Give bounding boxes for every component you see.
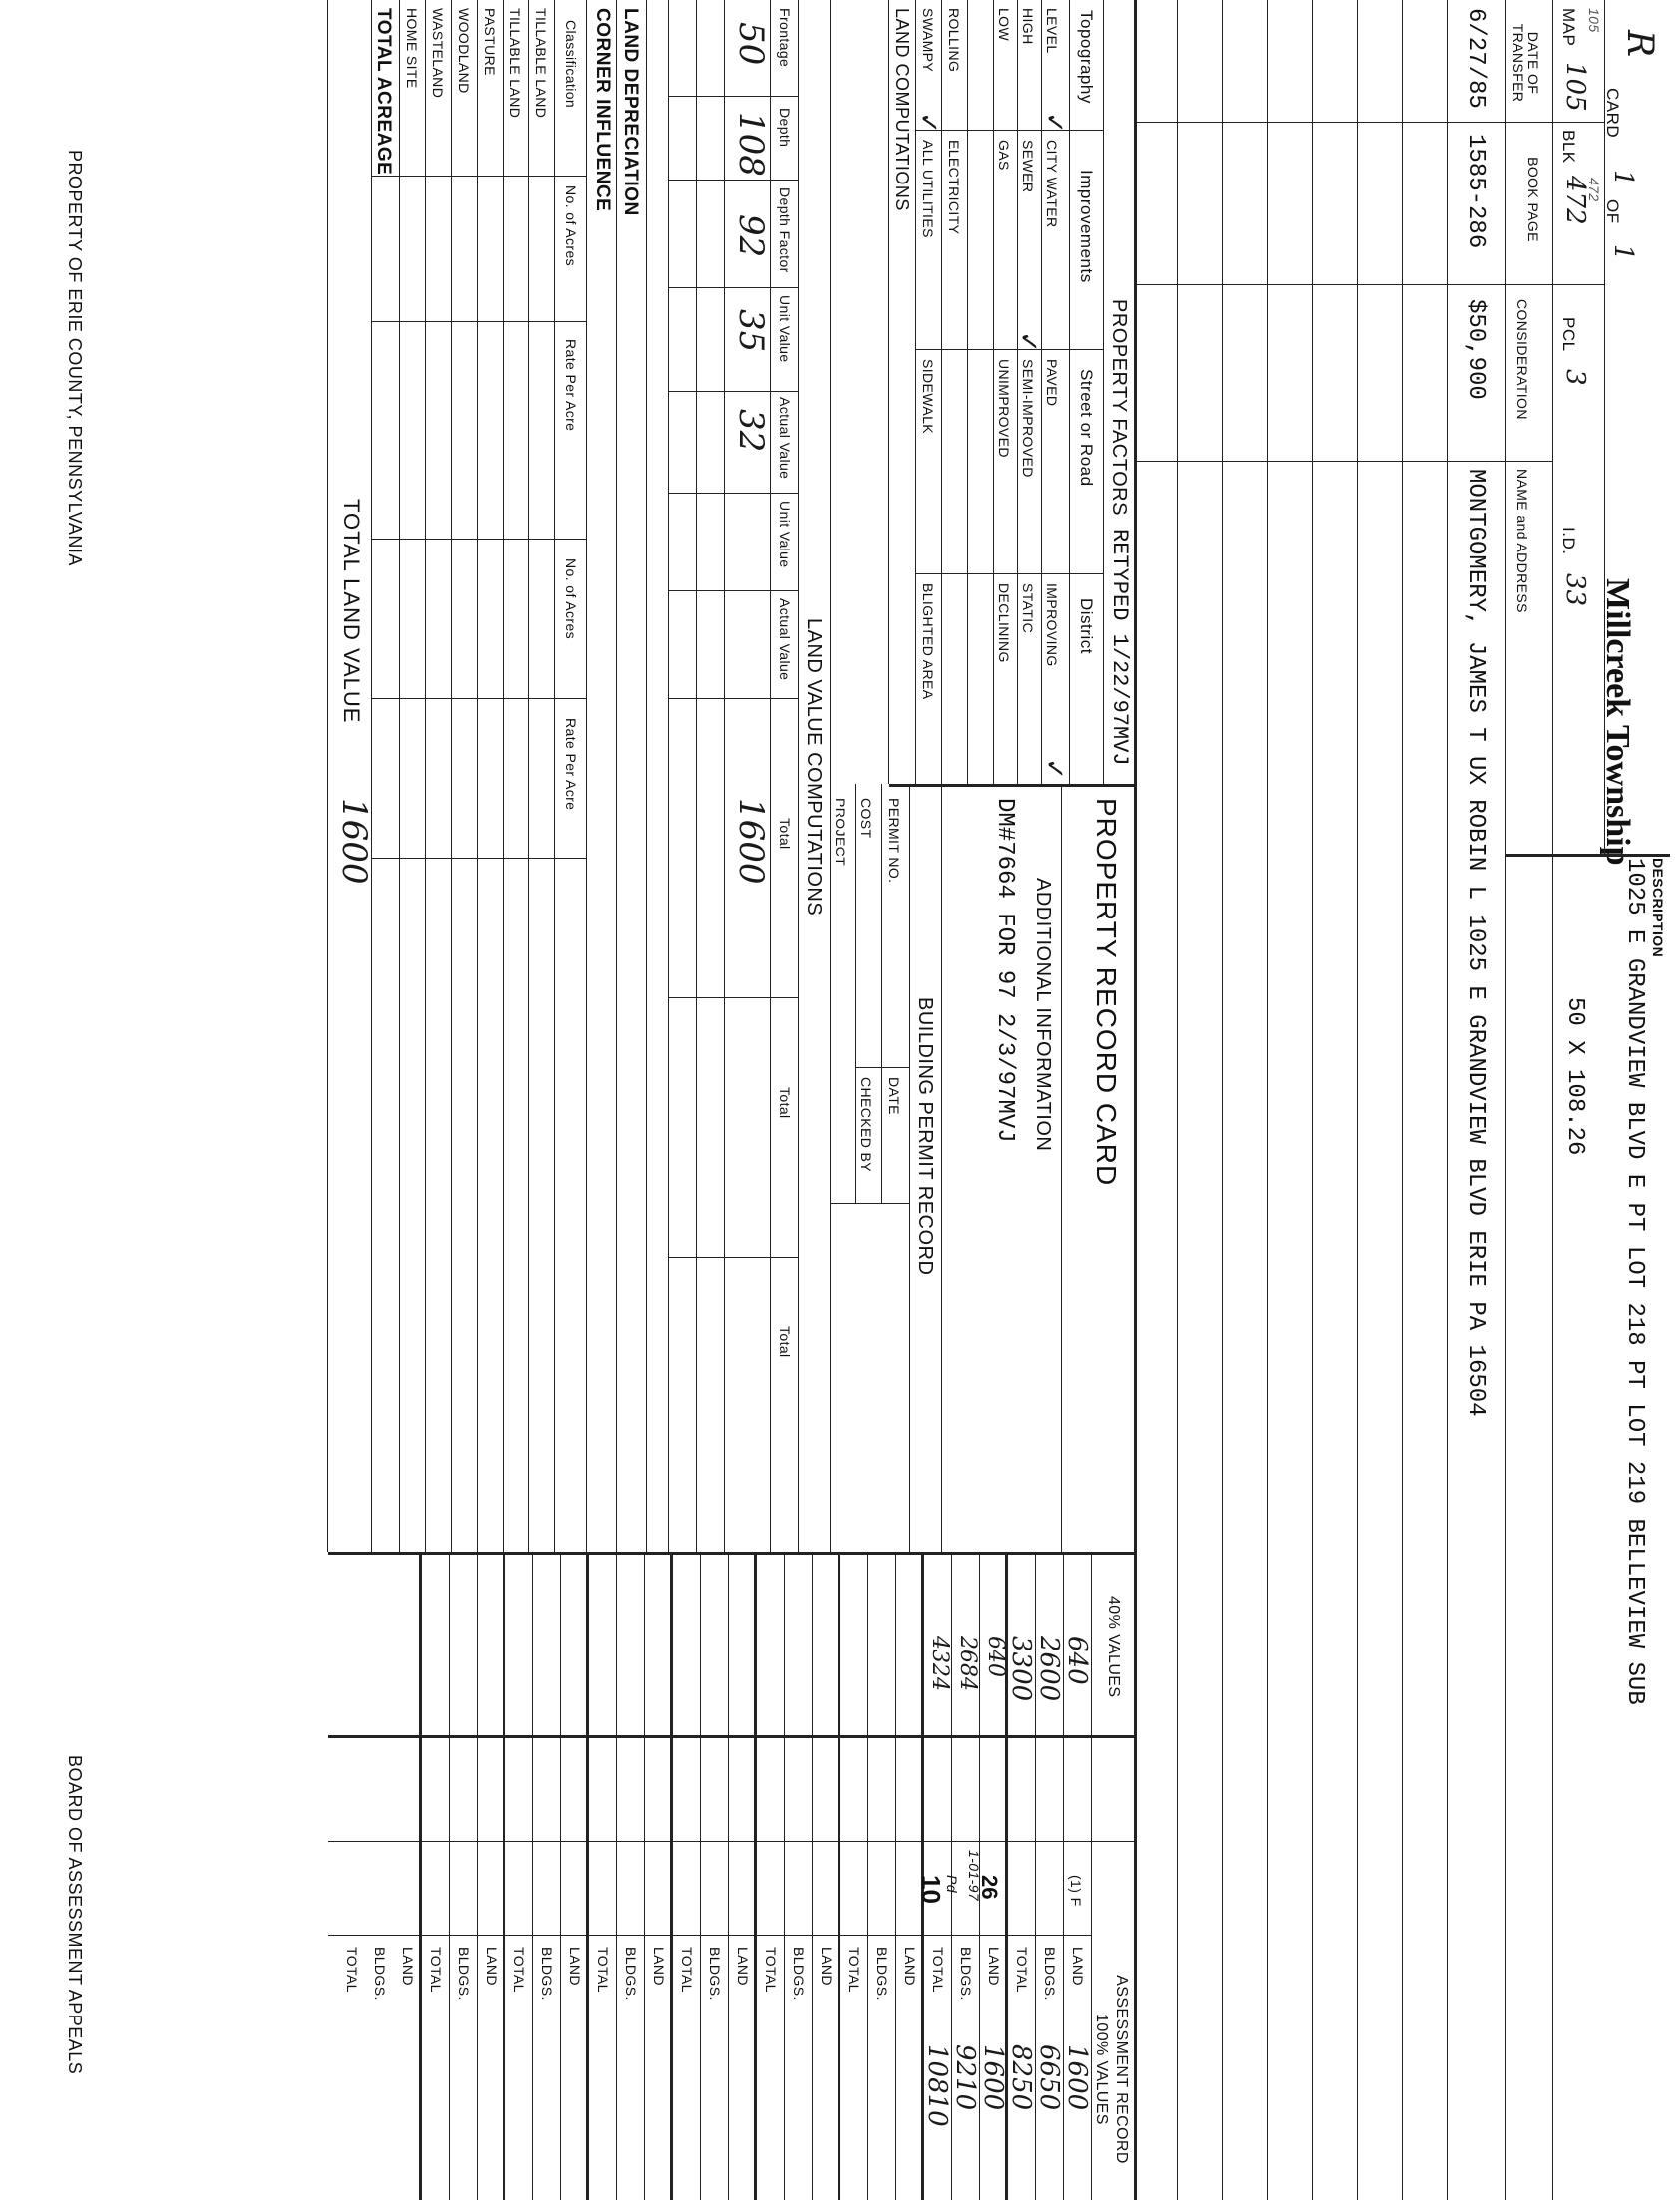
assess-land-1: LAND [1070,1947,1086,1986]
rule [812,1552,813,2200]
rule [867,1552,868,2200]
assess-total-5: TOTAL [679,1947,695,1993]
rule [669,287,799,288]
retyped-note: RETYPED 1/22/97MVJ [1107,529,1132,766]
rule [399,0,400,1552]
forty-percent-label: 40% VALUES [1105,1596,1122,1698]
rule [1134,0,1137,2200]
total-acreage-label: TOTAL ACREAGE [373,8,394,176]
assessment-title: ASSESSMENT RECORD [1113,1975,1130,2164]
total-header-3: Total [777,1326,793,1358]
note-date: 1-01-97 [966,1850,982,1902]
rule [669,997,799,998]
rule [941,0,942,784]
total-header-2: Total [777,1087,793,1119]
unit-value-value: 35 [731,309,771,353]
record-card-title: PROPERTY RECORD CARD [1091,798,1122,1187]
name-address-label: NAME and ADDRESS [1514,469,1530,613]
rule [668,0,669,1552]
frontage-value: 50 [731,22,771,66]
rule [889,784,1137,787]
note-pd: Pd [944,1875,960,1893]
rule [372,539,587,540]
total-header: Total [777,818,793,850]
rule [1137,284,1605,285]
street-paved: PAVED [1044,359,1060,407]
value-100-total-2: 10810 [922,2044,952,2127]
rule [532,1552,533,2200]
rule [1357,0,1358,2200]
rule [1552,0,1553,2200]
topo-swampy: SWAMPY [920,8,936,73]
map-label: MAP [1559,8,1578,47]
assess-land-6: LAND [651,1947,667,1986]
district-header: District [1077,598,1096,654]
description-label: DESCRIPTION [1650,858,1666,958]
assess-land-5: LAND [735,1947,751,1986]
assess-total-6: TOTAL [595,1947,611,1993]
permit-checked-by-label: CHECKED BY [858,1077,874,1173]
value-40-bldgs-1: 2600 [1034,1636,1064,1702]
rule [560,1552,561,2200]
topography-header: Topography [1077,10,1096,104]
rule [754,1552,757,2200]
acres-header-2: No. of Acres [563,558,579,640]
rate-header: Rate Per Acre [563,339,579,432]
value-100-land-2: 1600 [978,2044,1008,2111]
rule [528,0,529,1552]
note-10: 10 [916,1875,946,1904]
rule [1137,122,1605,123]
value-100-bldgs-1: 6650 [1034,2044,1064,2111]
assess-total-7: TOTAL [511,1947,527,1993]
permit-cost-label: COST [858,798,874,839]
district-blighted-area: BLIGHTED AREA [920,583,936,700]
card-label: CARD [1603,88,1622,139]
rule [419,1552,422,2200]
class-home-site: HOME SITE [404,8,420,89]
rule [1402,0,1403,2200]
assess-bldgs-8: BLDGS. [456,1947,472,2001]
assess-land-9: LAND [400,1947,416,1986]
assess-land-3: LAND [902,1947,918,1986]
rule [895,1552,896,2200]
rule [915,0,916,784]
value-100-bldgs-2: 9210 [950,2044,980,2111]
pcl-label: PCL [1559,317,1578,352]
rule [830,0,831,1552]
rule [1447,0,1448,2200]
assess-bldgs-4: BLDGS. [791,1947,807,2001]
assess-land-7: LAND [567,1947,583,1986]
improvements-header: Improvements [1077,170,1096,283]
map-value: 105 [1560,62,1590,112]
rule [831,1203,910,1204]
rule [616,1552,617,2200]
footer-board: BOARD OF ASSESSMENT APPEALS [65,1755,85,2075]
rule [838,1552,840,2200]
property-factors-title: PROPERTY FACTORS [1108,299,1130,516]
assess-land-8: LAND [484,1947,500,1986]
rule [909,784,910,1552]
assess-bldgs-1: BLDGS. [1042,1947,1058,2001]
consideration-label: CONSIDERATION [1514,299,1530,420]
card-total: 1 [1608,244,1638,261]
permit-date-label: DATE [886,1077,902,1115]
rule [916,573,1104,574]
rule [554,0,555,1552]
date-of-transfer-label: DATE OF TRANSFER [1511,23,1541,103]
rule [371,0,372,1552]
rule [881,784,882,1203]
rule [784,1552,785,2200]
land-depreciation-label: LAND DEPRECIATION [620,8,641,216]
value-40-total-1: 3300 [1006,1636,1036,1702]
rule [586,0,587,1552]
value-40-bldgs-2: 2684 [955,1636,980,1691]
rule [669,391,799,392]
rule [644,1552,645,2200]
land-value-title: LAND VALUE COMPUTATIONS [803,618,825,917]
id-value: 33 [1560,573,1590,607]
corner-influence-label: CORNER INFLUENCE [592,8,613,212]
transfer-name-address: MONTGOMERY, JAMES T UX ROBIN L 1025 E GRANDVIEW BLVD ERIE PA 16504 [1462,469,1489,1417]
topo-rolling: ROLLING [946,8,962,73]
check-level: ✓ [1040,112,1070,134]
imp-all-utilities: ALL UTILITIES [920,140,936,238]
district-declining: DECLINING [996,583,1012,663]
blk-above: 472 [1586,178,1602,202]
rule [1041,0,1042,784]
blk-label: BLK [1559,130,1578,164]
rule [1061,784,1062,1552]
description-line-1: 1025 E GRANDVIEW BLVD E PT LOT 218 PT LOT 219 BELLEVIEW SUB [1621,858,1648,1705]
rule [1505,0,1506,2200]
imp-electricity: ELECTRICITY [946,140,962,235]
rule [724,0,725,1552]
rule [477,0,478,1552]
frontage-header: Frontage [777,8,793,68]
topo-level: LEVEL [1044,8,1060,54]
rule [1177,0,1178,2200]
land-total-value: 1600 [731,798,771,885]
assess-total-3: TOTAL [846,1947,862,1993]
transfer-consideration: $50,900 [1462,299,1489,400]
rule [669,590,799,591]
unit-value-header-2: Unit Value [777,501,793,568]
check-semi-improved: ✓ [1014,331,1044,353]
rule [1506,854,1670,857]
township-title: Millcreek Township [1599,578,1636,866]
book-page-label: BOOK PAGE [1525,157,1541,242]
rule [1137,461,1553,462]
topo-high: HIGH [1020,8,1036,45]
depth-factor-header: Depth Factor [777,187,793,273]
check-improving: ✓ [1040,758,1070,780]
assess-total-2: TOTAL [930,1947,946,1993]
acres-header: No. of Acres [563,185,579,267]
rule [916,349,1104,350]
rule [967,0,968,784]
corner-mark: R [1619,30,1660,58]
description-line-2: 50 X 108.26 [1561,997,1588,1156]
additional-info-title: ADDITIONAL INFORMATION [1032,878,1054,1152]
note-f: (1) F [1068,1875,1084,1907]
rule [372,321,587,322]
assess-total-1: TOTAL [1014,1947,1030,1993]
depth-header: Depth [777,108,793,148]
note-26: 26 [977,1875,1002,1900]
class-wasteland: WASTELAND [430,8,446,99]
rule [798,0,799,1552]
street-semi-improved: SEMI-IMPROVED [1020,359,1036,478]
rule [855,784,856,1203]
rule [586,1552,589,2200]
rule [616,0,617,1552]
rule [669,1257,799,1258]
class-pasture: PASTURE [482,8,498,76]
rule [372,176,587,177]
classification-header: Classification [563,20,579,109]
rule [728,1552,729,2200]
rule [670,1552,673,2200]
unit-value-header: Unit Value [777,295,793,363]
rule [372,698,587,699]
total-land-value-label: TOTAL LAND VALUE [339,499,364,724]
assess-bldgs-9: BLDGS. [372,1947,388,2001]
rule [669,698,799,699]
rule [1267,0,1268,2200]
district-improving: IMPROVING [1044,583,1060,667]
rule [1604,0,1605,854]
transfer-book-page: 1585-286 [1462,134,1489,249]
rule [669,96,799,97]
depth-factor-value: 92 [731,214,771,258]
rule [696,0,697,1552]
actual-value-value: 32 [731,409,771,453]
id-label: I.D. [1559,527,1578,555]
permit-project-label: PROJECT [833,798,848,867]
rule [451,0,452,1552]
assess-bldgs-2: BLDGS. [958,1947,974,2001]
depth-value: 108 [731,112,771,177]
rule [503,0,504,1552]
assess-total-8: TOTAL [428,1947,444,1993]
rule [669,180,799,181]
rule [1222,0,1223,2200]
value-40-land-2: 640 [983,1636,1008,1677]
actual-value-header-2: Actual Value [777,598,793,681]
rule [700,1552,701,2200]
rule [856,1067,910,1068]
additional-info-line: DM#7664 FOR 97 2/3/97MVJ [991,798,1018,1143]
assess-land-4: LAND [819,1947,835,1986]
assessment-subtitle: 100% VALUES [1093,2014,1110,2125]
pcl-value: 3 [1560,369,1590,386]
footer-county: PROPERTY OF ERIE COUNTY, PENNSYLVANIA [65,150,85,566]
value-100-land-1: 1600 [1062,2044,1092,2111]
rule [328,1935,1092,1936]
rule [503,1552,505,2200]
land-computations-label: LAND COMPUTATIONS [892,8,912,211]
street-header: Street or Road [1077,369,1096,487]
class-tillable-1: TILLABLE LAND [533,8,549,119]
value-40-total-2: 4324 [927,1636,952,1691]
rule [1312,0,1313,2200]
rule [888,0,889,784]
rule [327,0,328,1552]
class-tillable-2: TILLABLE LAND [507,8,523,119]
imp-city-water: CITY WATER [1044,140,1060,228]
assess-land-2: LAND [986,1947,1002,1986]
district-static: STATIC [1020,583,1036,634]
rate-header-2: Rate Per Acre [563,718,579,811]
rule [477,1552,478,2200]
rule [941,784,942,1552]
rule [1103,0,1104,784]
check-all-utilities: ✓ [914,112,944,134]
actual-value-header: Actual Value [777,397,793,480]
topo-low: LOW [996,8,1012,42]
assess-total-9: TOTAL [344,1947,360,1993]
assess-bldgs-6: BLDGS. [623,1947,639,2001]
permit-no-label: PERMIT NO. [886,798,902,884]
blk-value: 472 [1560,176,1590,225]
assess-bldgs-5: BLDGS. [707,1947,723,2001]
rule [916,130,1104,131]
card-number: 1 [1608,170,1638,186]
rule [993,0,994,784]
class-woodland: WOODLAND [456,8,472,94]
rule [646,0,647,1552]
permit-title: BUILDING PERMIT RECORD [914,997,936,1276]
street-sidewalk: SIDEWALK [920,359,936,435]
of-label: OF [1603,199,1622,224]
rule [449,1552,450,2200]
street-unimproved: UNIMPROVED [996,359,1012,458]
imp-gas: GAS [996,140,1012,171]
total-land-value: 1600 [334,798,374,885]
value-100-total-1: 8250 [1006,2044,1036,2111]
imp-sewer: SEWER [1020,140,1036,193]
assess-bldgs-3: BLDGS. [874,1947,890,2001]
rule [669,493,799,494]
rule [425,0,426,1552]
transfer-date: 6/27/85 [1462,8,1489,109]
rule [1017,0,1018,784]
value-40-land-1: 640 [1062,1636,1092,1685]
assess-total-4: TOTAL [763,1947,779,1993]
rule [372,858,587,859]
assess-bldgs-7: BLDGS. [539,1947,555,2001]
map-above: 105 [1586,8,1602,33]
